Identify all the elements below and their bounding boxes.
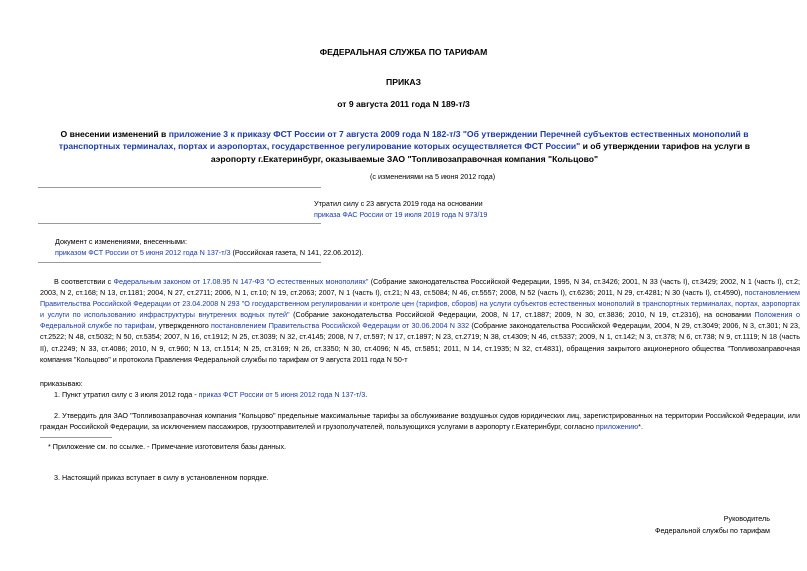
- document-date-number: от 9 августа 2011 года N 189-т/3: [337, 99, 470, 109]
- signature-organization: Федеральной службы по тарифам: [655, 526, 770, 535]
- lost-force-link[interactable]: приказа ФАС России от 19 июля 2019 года N 973/19: [314, 210, 488, 219]
- item-1-link[interactable]: приказ ФСТ России от 5 июня 2012 года N 137-т/3: [198, 390, 366, 399]
- changes-line: [55, 247, 363, 258]
- amended-note: (с изменениями на 5 июня 2012 года): [370, 172, 496, 181]
- item-1-text: 1. Пункт утратил силу с 3 июля 2012 года -: [54, 390, 199, 399]
- title-prefix: О внесении изменений в: [60, 129, 169, 139]
- item-1-end: .: [365, 390, 368, 399]
- lost-force-note: Утратил силу с 23 августа 2019 года на основании: [314, 199, 483, 208]
- title-link[interactable]: приложение 3 к приказу ФСТ России от 7 августа 2009 года N 182-т/3 "Об утверждении Перечней субъектов естественных монополий в транспортных терминалах, портах и аэропортах, государственное регулирование которых осуществляется ФСТ России": [58, 129, 749, 152]
- footnote: * Приложение см. по ссылке. - Примечание изготовителя базы данных.: [48, 442, 287, 451]
- divider: [38, 187, 321, 188]
- federal-law-link[interactable]: Федеральным законом от 17.08.95 N 147-ФЗ "О естественных монополиях": [113, 277, 369, 286]
- preamble-text: , утвержденного: [154, 321, 212, 331]
- regulation-link[interactable]: Положения о Федеральной службе по тарифам: [40, 310, 800, 331]
- changes-tail: (Российская газета, N 141, 22.06.2012).: [230, 248, 364, 257]
- footnote-divider: [40, 437, 112, 438]
- item-2-text: 2. Утвердить для ЗАО "Топливозаправочная компания "Кольцово" предельные максимальные тарифы за обслуживание воздушных судов юридических лиц, зарегистрированных на территории Российской Федерации, или граждан Российской Федерации, за исключением пассажиров, грузоотправителей и грузополучателей, пользующихся услугами в аэропорту г.Екатеринбург, согласно: [40, 411, 800, 432]
- decree-332-link[interactable]: постановлением Правительства Российской Федерации от 30.06.2004 N 332: [211, 321, 470, 331]
- divider: [38, 262, 321, 263]
- preamble-paragraph: [40, 276, 800, 365]
- order-word: приказываю:: [40, 379, 83, 388]
- signature-title: Руководитель: [723, 514, 770, 523]
- agency-title: ФЕДЕРАЛЬНАЯ СЛУЖБА ПО ТАРИФАМ: [319, 47, 488, 57]
- document-title: [36, 128, 773, 165]
- document-type: ПРИКАЗ: [386, 77, 421, 87]
- changes-label: Документ с изменениями, внесенными:: [55, 237, 187, 246]
- preamble-text: (Собрание законодательства Российской Федерации, 2004, N 29, ст.3049; 2006, N 3, ст.301; N 23, ст.2522; N 48, ст.5032; N 50, ст.5354; 2007, N 16, ст.1912; N 25, ст.3039; N 32, ст.4145; 2008, N 7, ст.597; N 17, ст.1897; N 23, ст.2719; N 38, ст.4309; N 46, ст.5337; 2009, N 1, ст.142; N 3, ст.378; N 6, ст.738; N 9, ст.1119; N 18 (часть II), ст.2249; N 33, ст.4086; 2010, N 9, ст.960; N 13, ст.1514; N 25, ст.3169; N 26, ст.3350; N 30, ст.4096; N 45, ст.5851; 2011, N 14, ст.1935; N 32, ст.4831), обращения закрытого акционерного общества "Топливозаправочная компания "Кольцово" и протокола Правления Федеральной службы по тарифам от 9 августа 2011 года N 50-т: [40, 321, 801, 364]
- item-2-end: *.: [638, 422, 643, 432]
- preamble-text: В соответствии с: [54, 277, 114, 286]
- preamble-text: (Собрание законодательства Российской Федерации, 2008, N 17, ст.1887; 2009, N 30, ст.3836; 2010, N 19, ст.2316), на основании: [289, 310, 755, 320]
- item-1: [54, 389, 367, 400]
- item-2: [40, 410, 800, 432]
- changes-link[interactable]: приказом ФСТ России от 5 июня 2012 года N 137-т/3: [55, 248, 231, 257]
- preamble-text: (Собрание законодательства Российской Федерации, 1995, N 34, ст.3426; 2001, N 33 (часть I), ст.3429; 2002, N 1 (часть I), ст.2; 2003, N 2, ст.168; N 13, ст.1181; 2004, N 27, ст.2711; 2006, N 1, ст.10; N 19, ст.2063; 2007, N 1 (часть I), ст.21; N 43, ст.5084; N 46, ст.5557; 2008, N 52 (часть I), ст.6236; 2011, N 29, ст.4281; N 30 (часть I), ст.4590),: [40, 277, 801, 298]
- divider: [38, 223, 321, 224]
- government-decree-link[interactable]: постановлением Правительства Российской Федерации от 23.04.2008 N 293 "О государственном регулировании и контроле цен (тарифов, сборов) на услуги субъектов естественных монополий в транспортных терминалах, портах, аэропортах и услуги по использованию инфраструктуры внутренних водных путей": [40, 288, 800, 320]
- title-suffix: и об утверждении тарифов на услуги в аэропорту г.Екатеринбург, оказываемые ЗАО "Топливозаправочная компания "Кольцово": [210, 141, 751, 164]
- appendix-link[interactable]: приложению: [595, 422, 639, 432]
- item-3: 3. Настоящий приказ вступает в силу в установленном порядке.: [54, 473, 269, 482]
